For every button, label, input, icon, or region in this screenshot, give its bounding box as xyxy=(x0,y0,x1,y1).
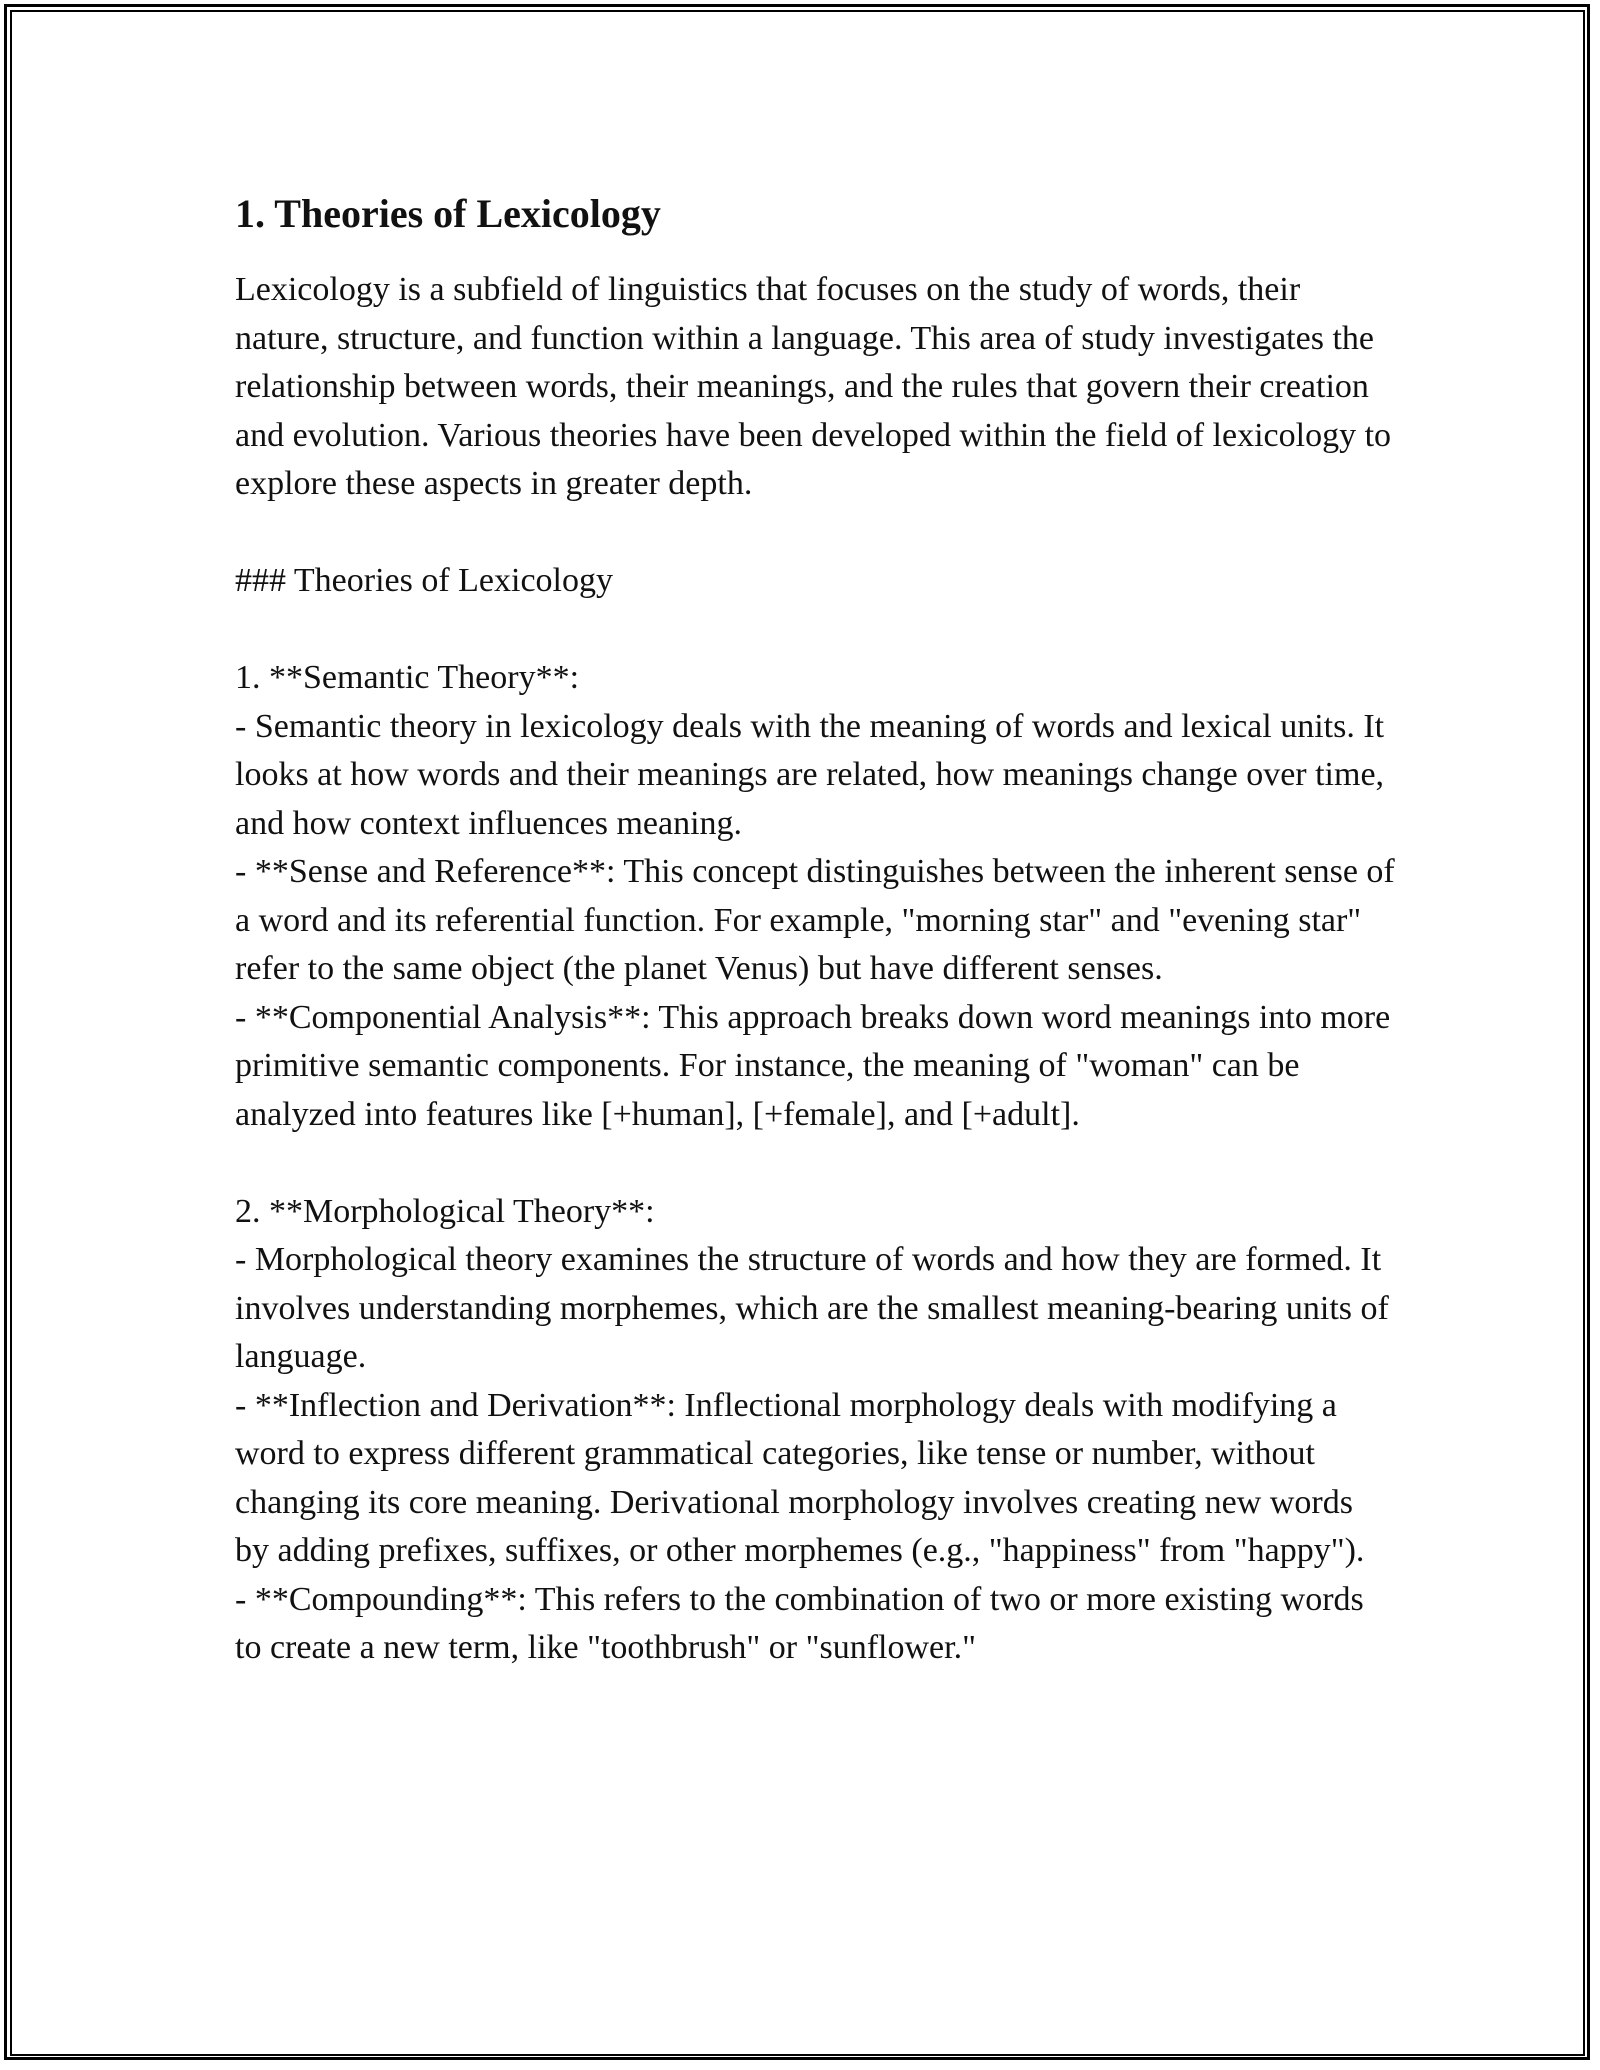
section-title: 1. Theories of Lexicology xyxy=(235,191,661,236)
paragraph-gap xyxy=(235,509,1395,558)
intro-paragraph: Lexicology is a subfield of linguistics that focuses on the study of words, their nature, structure, and function within a language. This area of study investigates the relationship between words, their meanings, and the rules that govern their creation and evolution. Various theories have been developed within the field of lexicology to explore these aspects in greater depth. xyxy=(235,271,1392,502)
inflection-and-derivation: - **Inflection and Derivation**: Inflectional morphology deals with modifying a word to express different grammatical categories, like tense or number, without changing its core meaning. Derivational morphology involves creating new words by adding prefixes, suffixes, or other morphemes (e.g., "happiness" from "happy"). xyxy=(235,1386,1365,1569)
paragraph-gap xyxy=(235,1139,1395,1188)
sense-and-reference: - **Sense and Reference**: This concept distinguishes between the inherent sense of a word and its referential function. For example, "morning star" and "evening star" refer to the same object (the planet Venus) but have different senses. xyxy=(235,853,1395,987)
morphological-theory-description: - Morphological theory examines the structure of words and how they are formed. It involves understanding morphemes, which are the smallest meaning-bearing units of language. xyxy=(235,1241,1389,1375)
compounding: - **Compounding**: This refers to the combination of two or more existing words to create a new term, like "toothbrush" or "sunflower." xyxy=(235,1580,1364,1666)
componential-analysis: - **Componential Analysis**: This approach breaks down word meanings into more primitive semantic components. For instance, the meaning of "woman" can be analyzed into features like [+human], [+female], and [+adult]. xyxy=(235,998,1391,1133)
list-item-morphological-theory: 2. **Morphological Theory**: xyxy=(235,1192,655,1230)
semantic-theory-description: - Semantic theory in lexicology deals with the meaning of words and lexical units. It looks at how words and their meanings are related, how meanings change over time, and how context influences meaning. xyxy=(235,707,1385,842)
document-body xyxy=(235,188,1395,1673)
subheading-line: ### Theories of Lexicology xyxy=(235,562,614,599)
list-item-semantic-theory: 1. **Semantic Theory**: xyxy=(235,659,580,696)
paragraph-gap xyxy=(235,606,1395,655)
